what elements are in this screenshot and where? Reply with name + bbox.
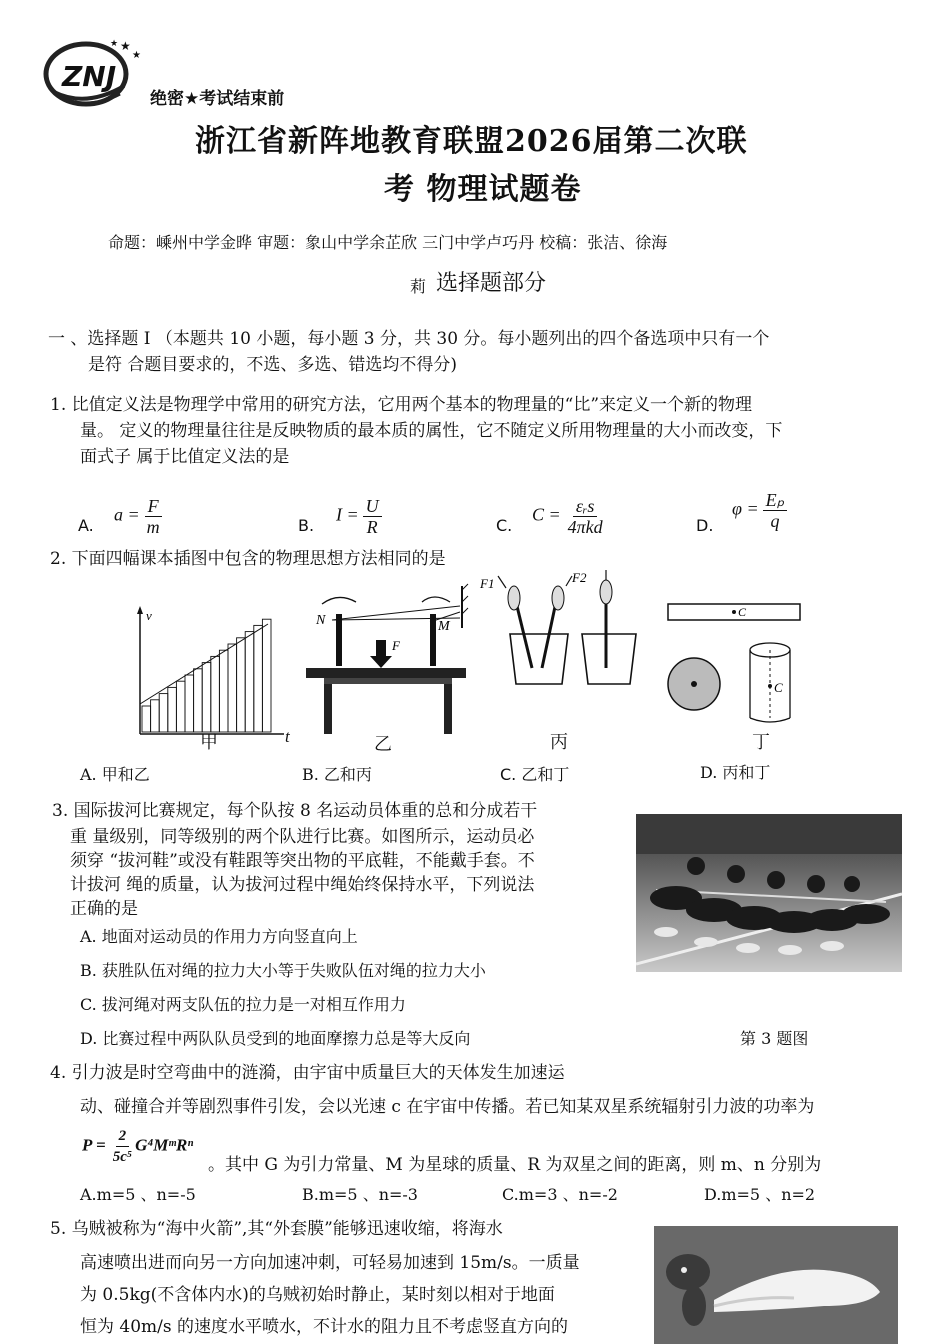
q1-line1: 1. 比值定义法是物理学中常用的研究方法，它用两个基本的物理量的“比”来定义一个新的物理 (50, 395, 753, 415)
q4-formula: P = $\frac{2}{\text{5c⁵}}$ G⁴MᵐRⁿ (82, 1128, 194, 1165)
mirror-m-label: M (438, 619, 450, 634)
q3-line1: 3. 国际拔河比赛规定，每个队按 8 名运动员体重的总和分成若干 (52, 801, 538, 821)
force-f2-label: F2 (572, 570, 587, 585)
center-c-label-cyl: C (774, 680, 783, 695)
step-bar (194, 669, 203, 732)
svg-text:★: ★ (132, 50, 141, 61)
q5-line2: 高速喷出进而向另一方向加速冲刺，可轻易加速到 15m/s。一质量 (80, 1253, 580, 1273)
q3-line2: 重 量级别，同等级别的两个队进行比赛。如图所示，运动员必 (70, 827, 535, 847)
step-bar (254, 625, 263, 732)
logo-icon (40, 34, 150, 108)
step-bar (211, 656, 220, 732)
page-title-line1: 浙江省新阵地教育联盟2026届第二次联 (195, 124, 748, 159)
fig-label-bing: 丙 (550, 732, 568, 753)
q3-line5: 正确的是 (70, 899, 138, 919)
q2-option-a: A. 甲和乙 (80, 765, 150, 784)
fig-label-yi: 乙 (374, 734, 392, 755)
secret-label: 绝密★考试结束前 (150, 89, 285, 109)
q4-line2: 动、碰撞合并等剧烈事件引发，会以光速 c 在宇宙中传播。若已知某双星系统辐射引力波的功率为 (80, 1097, 815, 1117)
step-bar (159, 694, 168, 732)
step-bar (168, 687, 177, 732)
step-bar (142, 706, 151, 732)
credits-cont: 莉 (410, 277, 427, 296)
q4-option-b: B.m=5 、n=-3 (302, 1185, 418, 1204)
svg-text:★: ★ (110, 39, 119, 49)
step-bar (245, 632, 254, 732)
q3-option-d: D. 比赛过程中两队队员受到的地面摩擦力总是等大反向 (80, 1029, 471, 1048)
step-bar (237, 638, 246, 732)
section1-line2: 是符 合题目要求的，不选、多选、错选均不得分) (88, 355, 458, 375)
credits: 命题：嵊州中学金晔 审题：象山中学余芷欣 三门中学卢巧丹 校稿：张洁、徐海 (108, 233, 668, 252)
q3-option-c: C. 拔河绳对两支队伍的拉力是一对相互作用力 (80, 995, 406, 1014)
section1-line1: 一 、选择题 I （本题共 10 小题，每小题 3 分，共 30 分。每小题列出的四个备选项中只有一个 (48, 329, 770, 349)
q2-option-b: B. 乙和丙 (302, 765, 372, 784)
axis-t-label: t (285, 727, 290, 746)
q4-line3: 。其中 G 为引力常量、M 为星球的质量、R 为双星之间的距离，则 m、n 分别为 (208, 1155, 822, 1175)
q3-option-b: B. 获胜队伍对绳的拉力大小等于失败队伍对绳的拉力大小 (80, 961, 486, 980)
fig-label-jia: 甲 (200, 732, 218, 753)
q1-line2: 量。 定义的物理量往往是反映物质的最本质的属性，它不随定义所用物理量的大小而改变，下 (80, 421, 783, 441)
svg-text:★: ★ (120, 39, 131, 53)
q2-option-d: D. 丙和丁 (700, 763, 771, 782)
step-bar (202, 663, 211, 732)
q2-option-c: C. 乙和丁 (500, 765, 570, 784)
q4-option-a: A.m=5 、n=-5 (80, 1185, 196, 1204)
squid-photo (654, 1226, 898, 1344)
axis-v-label: v (146, 608, 152, 623)
figure-bing-glasses (476, 568, 646, 690)
q4-option-d: D.m=5 、n=2 (704, 1185, 816, 1204)
step-bar (176, 681, 185, 732)
q3-option-a: A. 地面对运动员的作用力方向竖直向上 (80, 927, 358, 946)
step-bar (228, 644, 237, 732)
q5-line4: 恒为 40m/s 的速度水平喷水，不计水的阻力且不考虑竖直方向的 (80, 1317, 569, 1337)
q3-line3: 须穿 “拔河鞋”或没有鞋跟等突出物的平底鞋，不能戴手套。不 (70, 851, 535, 871)
figure-ding-objects (664, 598, 804, 730)
tug-of-war-photo (636, 814, 902, 972)
step-bar (185, 675, 194, 732)
q5-line1: 5. 乌贼被称为“海中火箭”,其“外套膜”能够迅速收缩，将海水 (50, 1219, 503, 1239)
q3-line4: 计拔河 绳的质量，认为拔河过程中绳始终保持水平，下列说法 (70, 875, 535, 895)
mirror-n-label: N (316, 613, 326, 628)
step-bar (151, 700, 160, 732)
fig-label-ding: 丁 (752, 732, 770, 753)
force-f-label: F (392, 638, 400, 653)
logo-text: ZNJ (62, 60, 117, 93)
force-f1-label: F1 (480, 576, 495, 591)
q2-stem: 2. 下面四幅课本插图中包含的物理思想方法相同的是 (50, 549, 446, 569)
q5-line3: 为 0.5kg(不含体内水)的乌贼初始时静止，某时刻以相对于地面 (80, 1285, 555, 1305)
step-bar (262, 619, 271, 732)
step-bar (219, 650, 228, 732)
q4-line1: 4. 引力波是时空弯曲中的涟漪，由宇宙中质量巨大的天体发生加速运 (50, 1063, 565, 1083)
section-title: 选择题部分 (436, 271, 547, 296)
figure-yi-table (302, 578, 472, 736)
center-c-label-bar: C (738, 605, 747, 619)
figure-jia-vt-graph (128, 604, 288, 738)
page-title-line2: 考 物理试题卷 (384, 172, 582, 207)
q4-option-c: C.m=3 、n=-2 (502, 1185, 618, 1204)
q3-figure-caption: 第 3 题图 (740, 1029, 809, 1048)
q1-line3: 面式子 属于比值定义法的是 (80, 447, 290, 467)
